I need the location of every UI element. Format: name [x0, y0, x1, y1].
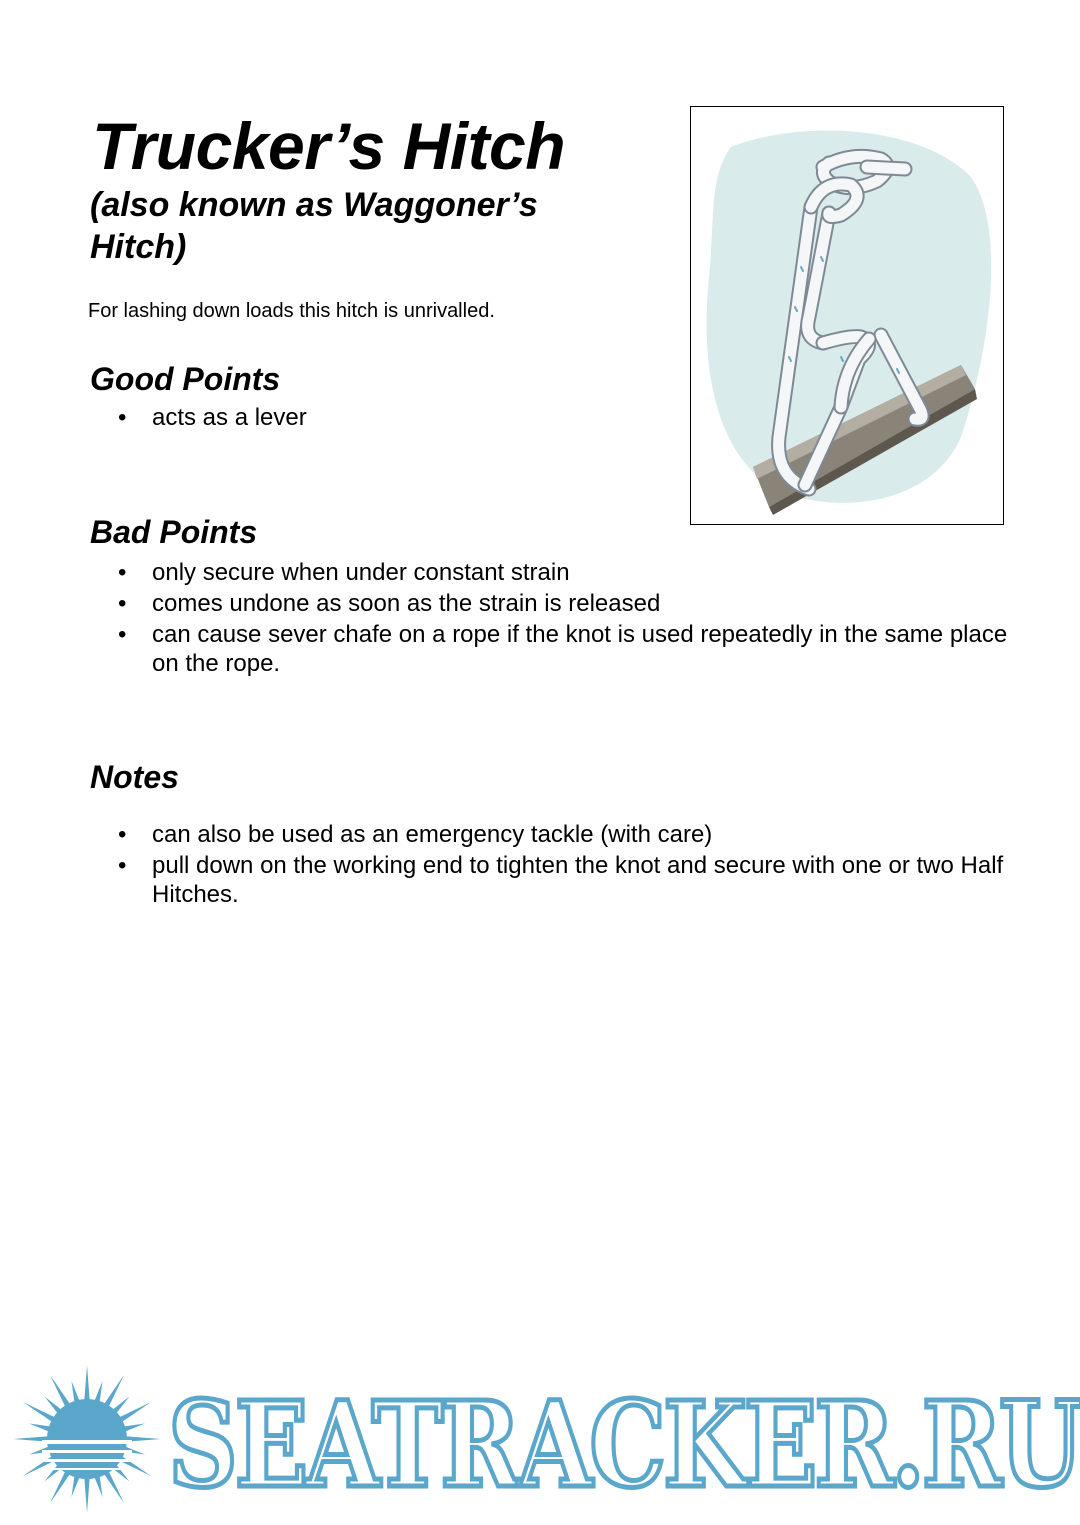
sun-ray: [84, 1365, 89, 1401]
list-item: • can also be used as an emergency tackle (with care): [112, 820, 1012, 849]
sun-ray: [71, 1381, 79, 1403]
trucker-hitch-drawing: [691, 107, 1003, 524]
sun-ray: [84, 1477, 89, 1513]
intro-text: For lashing down loads this hitch is unrivalled.: [88, 300, 495, 322]
footer-logo: [0, 1360, 1080, 1525]
list-item: • only secure when under constant strain: [112, 558, 1012, 587]
bad-points-list: [112, 558, 1012, 680]
sun-ray: [23, 1402, 56, 1422]
sun-ray: [50, 1375, 70, 1408]
notes-list: [112, 820, 1012, 911]
bad-points-heading: Bad Points: [90, 514, 258, 550]
notes-heading: Notes: [90, 759, 179, 795]
page-title: Trucker’s Hitch: [92, 109, 566, 183]
sun-ray: [118, 1456, 151, 1476]
knot-illustration: [690, 106, 1004, 525]
sun-ray: [118, 1402, 151, 1422]
list-item: • pull down on the working end to tighten the knot and secure with one or two Half Hitches.: [112, 851, 1012, 909]
page-subtitle: (also known as Waggoner’s Hitch): [90, 186, 538, 266]
sun-ray: [29, 1423, 51, 1431]
sun-ray: [94, 1475, 102, 1497]
sun-ray: [23, 1456, 56, 1476]
brand-name: SEATRACKER.RU: [168, 1375, 1080, 1514]
sun-ray: [94, 1381, 102, 1403]
sun-icon: [12, 1364, 162, 1514]
sun-ray: [104, 1470, 124, 1503]
sun-ray: [71, 1475, 79, 1497]
list-item: • acts as a lever: [112, 403, 1012, 432]
sun-ray: [104, 1375, 124, 1408]
good-points-heading: Good Points: [90, 361, 281, 397]
list-item: • can cause sever chafe on a rope if the knot is used repeatedly in the same place on the rope.: [112, 620, 1012, 678]
list-item: • comes undone as soon as the strain is released: [112, 589, 1012, 618]
sun-ray: [123, 1423, 145, 1431]
sun-ray: [50, 1470, 70, 1503]
good-points-list: [112, 403, 1012, 434]
